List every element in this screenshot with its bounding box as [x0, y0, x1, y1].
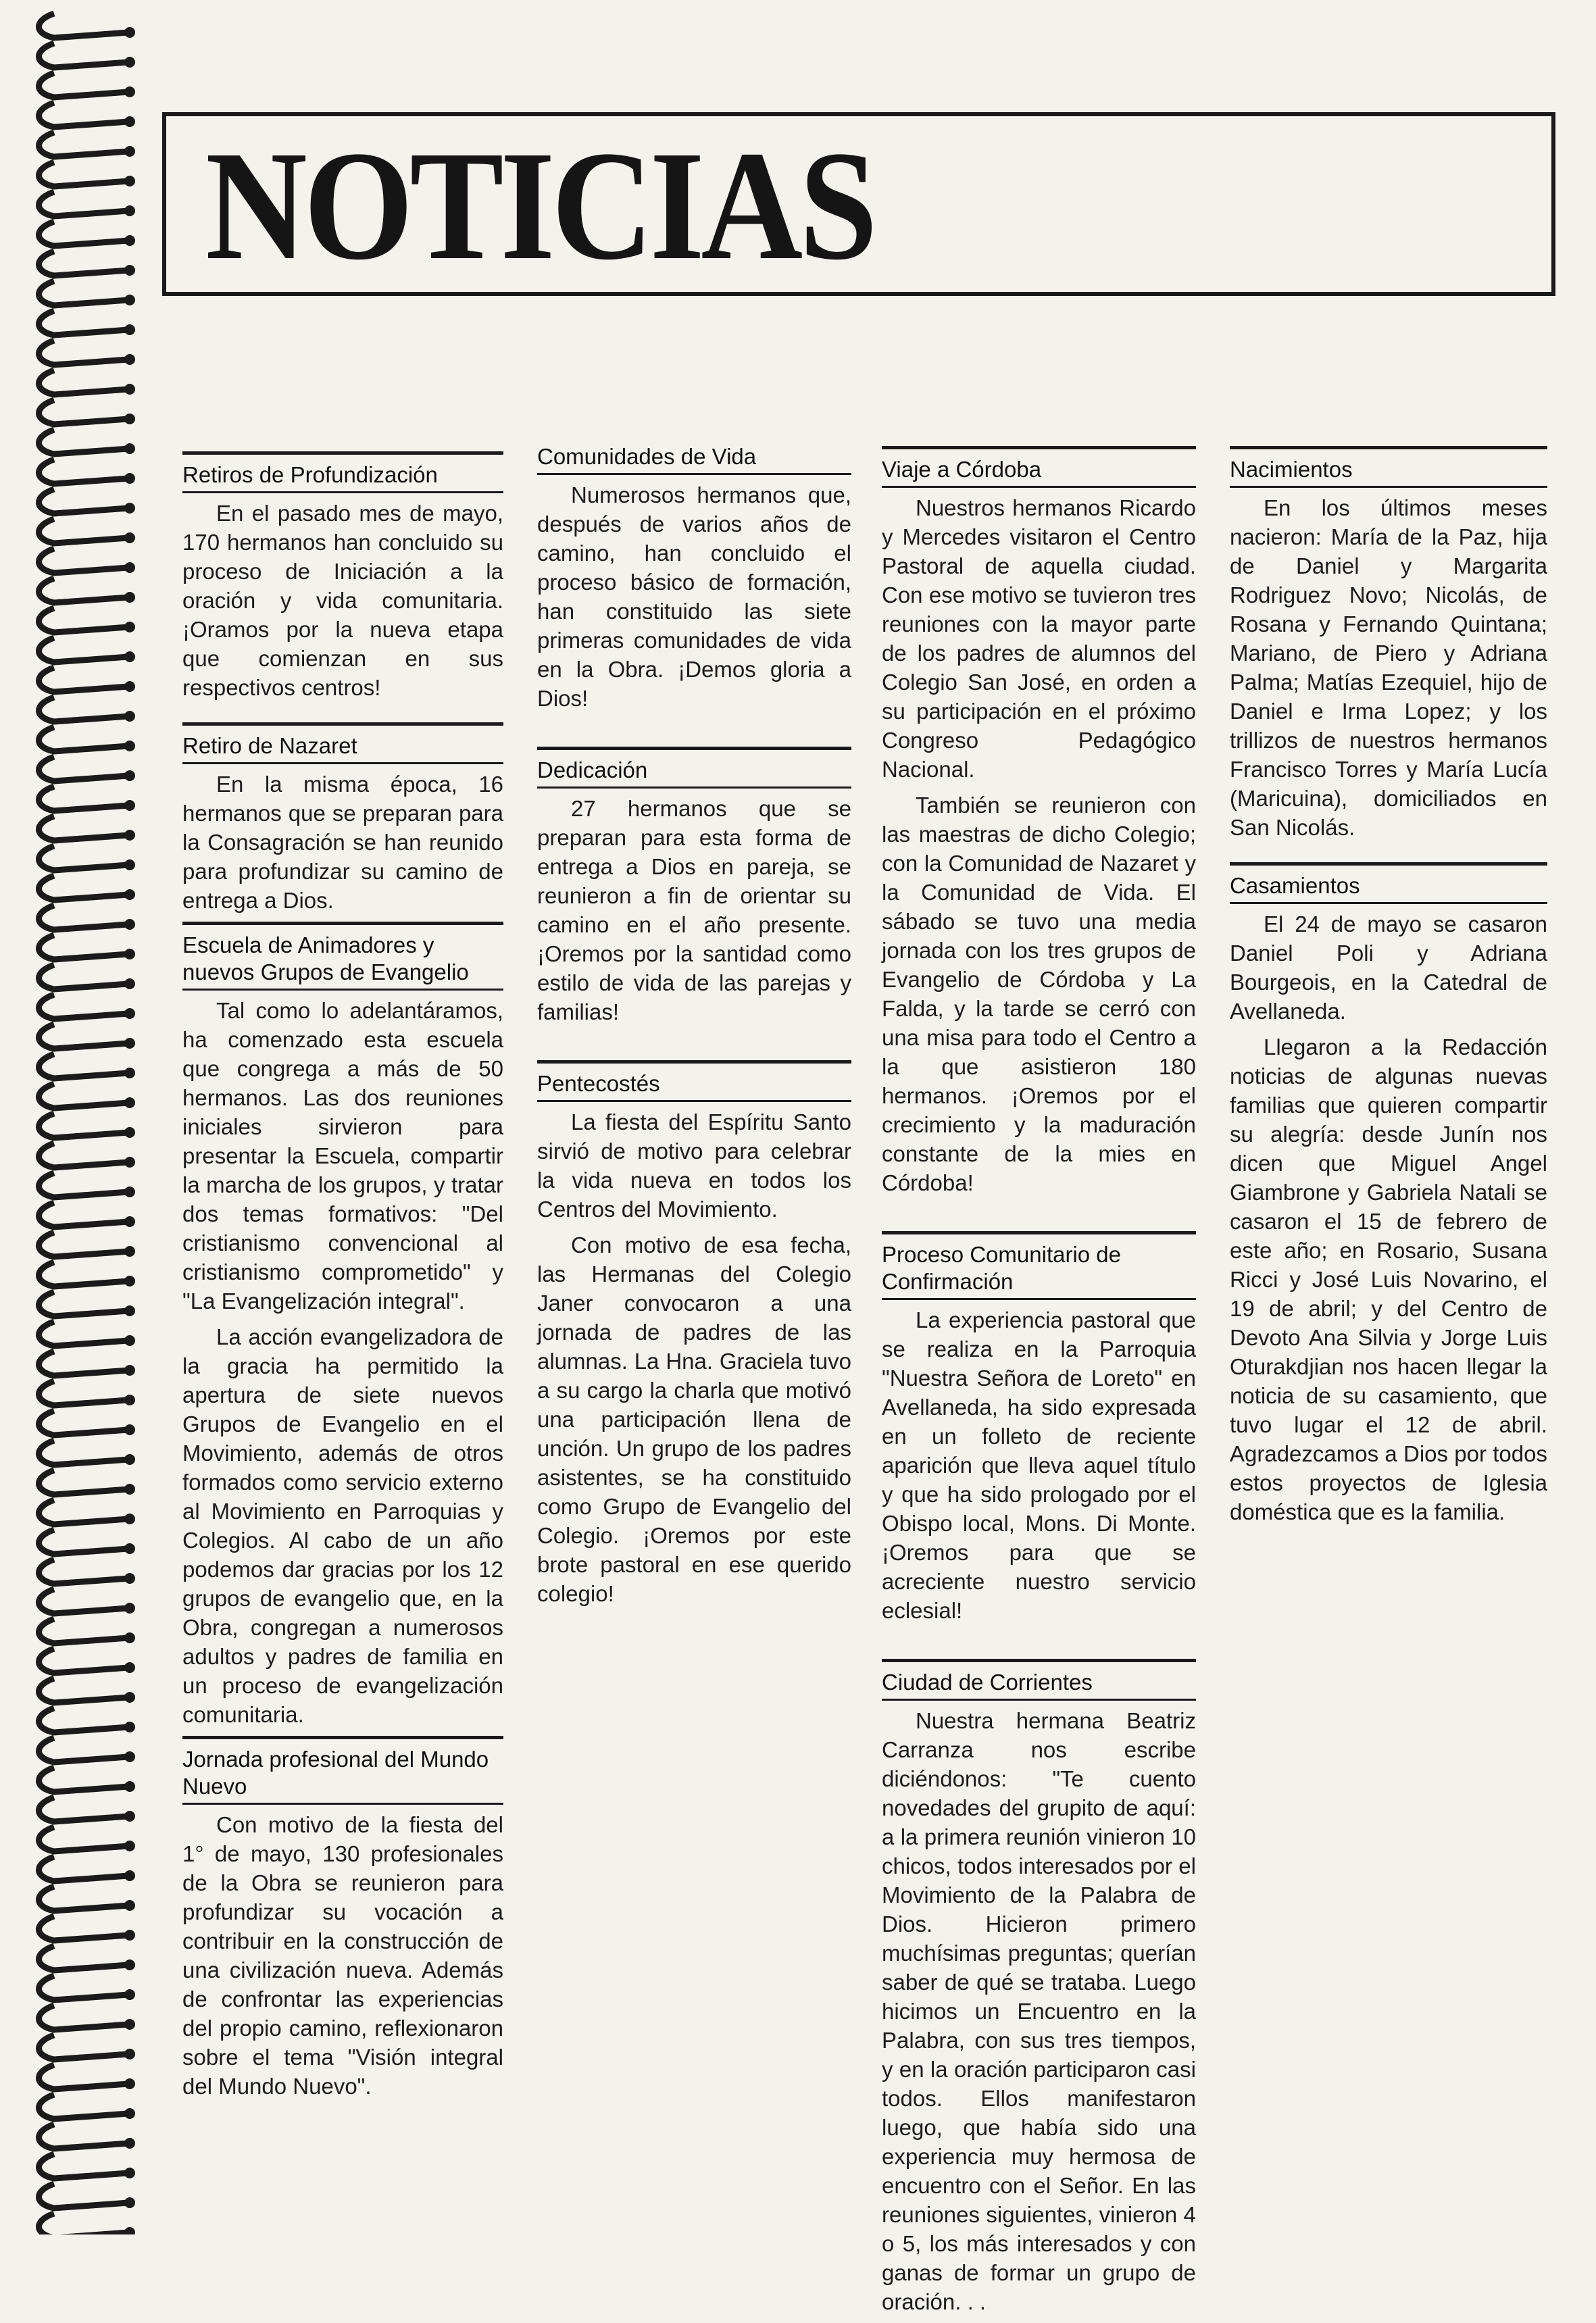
- spiral-coil: [39, 935, 129, 959]
- spiral-hole: [124, 1484, 135, 1495]
- spiral-hole: [124, 978, 135, 989]
- spiral-coil: [39, 1114, 129, 1138]
- spiral-coil: [39, 1589, 129, 1614]
- spiral-hole: [124, 1335, 135, 1346]
- spiral-coil: [39, 1262, 129, 1287]
- spiral-hole: [124, 2138, 135, 2149]
- divider: [882, 446, 1196, 449]
- spiral-coil: [39, 1381, 129, 1405]
- spiral-hole: [124, 1305, 135, 1316]
- article-text-confirmacion: La experiencia pastoral que se realiza en la Parroquia "Nuestra Señora de Loreto" en Avellaneda, ha sido expresada en un folleto de reciente aparición que lleva aquel título y que ha sido prologado por el Obispo local, Mons. Di Monte. ¡Oremos para que se acreciente nuestro servicio eclesial!: [882, 1307, 1196, 1623]
- spiral-hole: [124, 830, 135, 841]
- spiral-coil: [39, 608, 129, 632]
- spiral-hole: [124, 2078, 135, 2089]
- spiral-hole: [124, 1395, 135, 1405]
- spiral-coil: [39, 1946, 129, 1970]
- spiral-hole: [124, 2108, 135, 2119]
- spiral-hole: [124, 681, 135, 692]
- spiral-coil: [39, 1768, 129, 1792]
- spiral-coil: [39, 519, 129, 543]
- spiral-coil: [39, 2124, 129, 2149]
- spiral-coil: [39, 459, 129, 484]
- spiral-coil: [39, 1411, 129, 1435]
- spiral-hole: [124, 1038, 135, 1049]
- spiral-coil: [39, 905, 129, 930]
- spiral-coil: [39, 697, 129, 722]
- article-title-confirmacion: Proceso Comunitario de Confirmación: [882, 1241, 1196, 1300]
- article-text-casamientos-1: El 24 de mayo se casaron Daniel Poli y Adriana Bourgeois, en la Catedral de Avellaneda.: [1230, 911, 1547, 1024]
- spiral-hole: [124, 1008, 135, 1019]
- spiral-coil: [39, 1143, 129, 1168]
- spiral-hole: [124, 1216, 135, 1227]
- spiral-hole: [124, 176, 135, 186]
- spiral-hole: [124, 235, 135, 246]
- spiral-hole: [124, 2227, 135, 2234]
- spiral-hole: [124, 1127, 135, 1138]
- spiral-coil: [39, 1500, 129, 1524]
- spiral-hole: [124, 384, 135, 395]
- divider: [182, 922, 503, 925]
- spiral-coil: [39, 638, 129, 662]
- spiral-coil: [39, 1708, 129, 1732]
- divider: [182, 451, 503, 455]
- spiral-hole: [124, 27, 135, 38]
- spiral-coil: [39, 311, 129, 335]
- spiral-hole: [124, 800, 135, 811]
- spiral-coil: [39, 103, 129, 127]
- spiral-hole: [124, 711, 135, 722]
- spiral-hole: [124, 1959, 135, 1970]
- column-3: [882, 446, 1196, 2323]
- spiral-coil: [39, 757, 129, 781]
- column-2: [537, 439, 851, 1615]
- column-1: [182, 451, 503, 2107]
- article-title-retiros: Retiros de Profundización: [182, 461, 503, 493]
- spiral-coil: [39, 1857, 129, 1881]
- spiral-hole: [124, 1068, 135, 1078]
- spiral-coil: [39, 1619, 129, 1643]
- spiral-hole: [124, 1632, 135, 1643]
- article-text-escuela-2: La acción evangelizadora de la gracia ha permitido la apertura de siete nuevos Grupos de Evangelio en el Movimiento, además de otros formados como servicio externo al Movimiento en Parroquias y Colegios. Al cabo de un año podemos dar gracias por los 12 grupos de evangelio que, en la Obra, congregan a numerosos adultos y padres de familia en un proceso de evangelización comunitaria.: [182, 1324, 503, 1727]
- column-4: [1230, 446, 1547, 1533]
- spiral-coil: [39, 2065, 129, 2089]
- spiral-hole: [124, 1187, 135, 1197]
- spiral-coil: [39, 846, 129, 870]
- spiral-coil: [39, 1351, 129, 1376]
- spiral-coil: [39, 1203, 129, 1227]
- article-text-dedicacion: 27 hermanos que se preparan para esta forma de entrega a Dios en pareja, se reunieron a fin de orientar su camino en el año presente. ¡Oremos por la santidad como estilo de vida de las parejas y familias!: [537, 796, 851, 1024]
- spiral-hole: [124, 1722, 135, 1732]
- spiral-hole: [124, 741, 135, 751]
- spiral-coil: [39, 73, 129, 97]
- spiral-coil: [39, 222, 129, 246]
- article-text-nazaret: En la misma época, 16 hermanos que se preparan para la Consagración se han reunido para profundizar su camino de entrega a Dios.: [182, 772, 503, 913]
- spiral-coil: [39, 1827, 129, 1851]
- spiral-coil: [39, 400, 129, 424]
- spiral-coil: [39, 1232, 129, 1257]
- spiral-hole: [124, 1603, 135, 1614]
- spiral-hole: [124, 265, 135, 276]
- spiral-hole: [124, 919, 135, 930]
- spiral-coil: [39, 2095, 129, 2119]
- spiral-hole: [124, 205, 135, 216]
- spiral-coil: [39, 1887, 129, 1911]
- divider: [182, 1736, 503, 1739]
- page-title: NOTICIAS: [205, 119, 874, 293]
- spiral-coil: [39, 1916, 129, 1941]
- divider: [182, 722, 503, 726]
- spiral-hole: [124, 324, 135, 335]
- spiral-coil: [39, 1024, 129, 1049]
- article-text-pentecostes-2: Con motivo de esa fecha, las Hermanas del Colegio Janer convocaron a una jornada de padres de las alumnas. La Hna. Graciela tuvo a su cargo la charla que motivó una participación llena de unción. Un grupo de los padres asistentes, se ha constituido como Grupo de Evangelio del Colegio. ¡Oremos por este brote pastoral en ese querido colegio!: [537, 1232, 851, 1606]
- spiral-hole: [124, 1692, 135, 1703]
- article-text-nacimientos: En los últimos meses nacieron: María de la Paz, hija de Daniel y Margarita Rodriguez Novo; Nicolás, de Rosana y Fernando Quintana; Mariano, de Piero y Adriana Palma; Matías Ezequiel, hijo de Daniel e Irma Lopez; y los trillizos de nuestros hermanos Francisco Torres y María Lucía (Maricuina), domiciliados en San Nicolás.: [1230, 495, 1547, 840]
- spiral-coil: [39, 727, 129, 751]
- spiral-hole: [124, 1097, 135, 1108]
- spiral-coil: [39, 2154, 129, 2178]
- spiral-coil: [39, 1530, 129, 1554]
- spiral-coil: [39, 1797, 129, 1822]
- spiral-hole: [124, 770, 135, 781]
- spiral-hole: [124, 1930, 135, 1941]
- spiral-coil: [39, 1084, 129, 1108]
- spiral-hole: [124, 1573, 135, 1584]
- spiral-coil: [39, 876, 129, 900]
- divider: [537, 747, 851, 750]
- spiral-coil: [39, 1322, 129, 1346]
- divider: [1230, 446, 1547, 449]
- spiral-coil: [39, 1649, 129, 1673]
- article-text-cordoba-2: También se reunieron con las maestras de dicho Colegio; con la Comunidad de Nazaret y la Comunidad de Vida. El sábado se tuvo una media jornada con los tres grupos de Evangelio de Córdoba y La Falda, y la tarde se cerró con una misa para todo el Centro a la que asistieron 180 hermanos. ¡Oremos por el crecimiento y la maduración constante de la mies en Córdoba!: [882, 793, 1196, 1195]
- article-text-jornada: Con motivo de la fiesta del 1° de mayo, 130 profesionales de la Obra se reunieron para profundizar su vocación a contribuir en la construcción de una civilización nueva. Además de confrontar las experiencias del propio camino, reflexionaron sobre el tema "Visión integral del Mundo Nuevo".: [182, 1812, 503, 2099]
- article-title-nacimientos: Nacimientos: [1230, 456, 1547, 488]
- spiral-hole: [124, 1751, 135, 1762]
- spiral-coil: [39, 14, 129, 38]
- spiral-coil: [39, 2184, 129, 2208]
- spiral-hole: [124, 295, 135, 305]
- spiral-hole: [124, 146, 135, 157]
- spiral-coil: [39, 43, 129, 68]
- spiral-hole: [124, 1662, 135, 1673]
- spiral-hole: [124, 116, 135, 127]
- spiral-coil: [39, 549, 129, 573]
- article-title-casamientos: Casamientos: [1230, 872, 1547, 904]
- spiral-coil: [39, 370, 129, 395]
- spiral-hole: [124, 1989, 135, 2000]
- spiral-hole: [124, 473, 135, 484]
- spiral-hole: [124, 949, 135, 959]
- article-text-retiros: En el pasado mes de mayo, 170 hermanos han concluido su proceso de Iniciación a la oración y vida comunitaria. ¡Oramos por la nueva etapa que comienzan en sus respectivos centros!: [182, 501, 503, 700]
- spiral-hole: [124, 859, 135, 870]
- spiral-coil: [39, 1054, 129, 1078]
- spiral-coil: [39, 489, 129, 514]
- spiral-hole: [124, 1841, 135, 1851]
- spiral-coil: [39, 192, 129, 216]
- article-text-corrientes: Nuestra hermana Beatriz Carranza nos escribe diciéndonos: "Te cuento novedades del grupito de aquí: a la primera reunión vinieron 10 chicos, todos interesados por el Movimiento de la Palabra de Dios. Hicieron primero muchísimas preguntas; querían saber de qué se trataba. Luego hicimos un Encuentro en la Palabra, con sus tres tiempos, y en la oración participaron casi todos. Ellos manifestaron luego, que había sido una experiencia muy hermosa de encuentro con el Señor. En las reuniones siguientes, vinieron 4 o 5, los más interesados y con ganas de formar un grupo de oración. . .: [882, 1708, 1196, 2314]
- spiral-hole: [124, 1870, 135, 1881]
- spiral-coil: [39, 1292, 129, 1316]
- article-text-pentecostes-1: La fiesta del Espíritu Santo sirvió de motivo para celebrar la vida nueva en todos los Centros del Movimiento.: [537, 1109, 851, 1222]
- divider: [882, 1659, 1196, 1662]
- spiral-coil: [39, 816, 129, 841]
- spiral-coil: [39, 2214, 129, 2234]
- spiral-hole: [124, 1424, 135, 1435]
- spiral-hole: [124, 1276, 135, 1287]
- spiral-coil: [39, 132, 129, 157]
- spiral-hole: [124, 1514, 135, 1524]
- spiral-hole: [124, 1246, 135, 1257]
- spiral-hole: [124, 1781, 135, 1792]
- spiral-hole: [124, 1365, 135, 1376]
- article-title-nazaret: Retiro de Nazaret: [182, 732, 503, 764]
- spiral-coil: [39, 1678, 129, 1703]
- spiral-coil: [39, 2035, 129, 2059]
- spiral-hole: [124, 414, 135, 424]
- spiral-coil: [39, 786, 129, 811]
- spiral-hole: [124, 622, 135, 632]
- article-title-escuela: Escuela de Animadores y nuevos Grupos de Evangelio: [182, 932, 503, 991]
- spiral-coil: [39, 1976, 129, 2000]
- spiral-coil: [39, 2005, 129, 2030]
- spiral-hole: [124, 532, 135, 543]
- header-box: [162, 112, 1555, 296]
- spiral-coil: [39, 578, 129, 603]
- spiral-coil: [39, 162, 129, 186]
- spiral-coil: [39, 1559, 129, 1584]
- article-title-cordoba: Viaje a Córdoba: [882, 456, 1196, 488]
- spiral-hole: [124, 2197, 135, 2208]
- article-text-comunidades: Numerosos hermanos que, después de varios años de camino, han concluido el proceso básico de formación, han constituido las siete primeras comunidades de vida en la Obra. ¡Demos gloria a Dios!: [537, 482, 851, 711]
- spiral-coil: [39, 430, 129, 454]
- spiral-coil: [39, 251, 129, 276]
- spiral-hole: [124, 1811, 135, 1822]
- spiral-coil: [39, 1173, 129, 1197]
- spiral-hole: [124, 889, 135, 900]
- spiral-hole: [124, 1543, 135, 1554]
- spiral-hole: [124, 443, 135, 454]
- article-title-jornada: Jornada profesional del Mundo Nuevo: [182, 1746, 503, 1805]
- spiral-hole: [124, 354, 135, 365]
- spiral-hole: [124, 2049, 135, 2059]
- spiral-hole: [124, 1900, 135, 1911]
- spiral-coil: [39, 1470, 129, 1495]
- article-title-pentecostes: Pentecostés: [537, 1070, 851, 1102]
- article-title-dedicacion: Dedicación: [537, 757, 851, 789]
- article-text-escuela-1: Tal como lo adelantáramos, ha comenzado esta escuela que congrega a más de 50 hermanos. Las dos reuniones iniciales sirvieron para presentar la Escuela, compartir la marcha de los grupos, y tratar dos temas formativos: "Del cristianismo convencional al cristianismo comprometido" y "La Evangelización integral".: [182, 998, 503, 1314]
- spiral-hole: [124, 651, 135, 662]
- article-title-corrientes: Ciudad de Corrientes: [882, 1669, 1196, 1701]
- spiral-hole: [124, 562, 135, 573]
- spiral-hole: [124, 57, 135, 68]
- spiral-coil: [39, 965, 129, 989]
- article-text-casamientos-2: Llegaron a la Redacción noticias de algunas nuevas familias que quieren compartir su alegría: desde Junín nos dicen que Miguel Angel Giambrone y Gabriela Natali se casaron el 15 de febrero de este año; en Rosario, Susana Ricci y José Luis Novarino, el 19 de abril; y del Centro de Devoto Ana Silvia y Jorge Luis Oturakdjian nos hacen llegar la noticia de su casamiento, que tuvo lugar el 12 de abril. Agradezcamos a Dios por todos estos proyectos de Iglesia doméstica que es la familia.: [1230, 1034, 1547, 1524]
- spiral-binding: [27, 0, 155, 2234]
- spiral-hole: [124, 503, 135, 514]
- divider: [537, 1060, 851, 1064]
- spiral-coil: [39, 995, 129, 1019]
- article-title-comunidades: Comunidades de Vida: [537, 443, 851, 475]
- article-text-cordoba-1: Nuestros hermanos Ricardo y Mercedes visitaron el Centro Pastoral de aquella ciudad. Con ese motivo se tuvieron tres reuniones con la mayor parte de los padres de alumnos del Colegio San José, en orden a su participación en el próximo Congreso Pedagógico Nacional.: [882, 495, 1196, 782]
- spiral-hole: [124, 1157, 135, 1168]
- divider: [1230, 862, 1547, 866]
- spiral-coil: [39, 341, 129, 365]
- spiral-hole: [124, 1454, 135, 1465]
- spiral-hole: [124, 592, 135, 603]
- divider: [882, 1231, 1196, 1234]
- spiral-coil: [39, 668, 129, 692]
- spiral-hole: [124, 2019, 135, 2030]
- spiral-coil: [39, 281, 129, 305]
- spiral-hole: [124, 2168, 135, 2178]
- spiral-coil: [39, 1441, 129, 1465]
- spiral-hole: [124, 86, 135, 97]
- spiral-coil: [39, 1738, 129, 1762]
